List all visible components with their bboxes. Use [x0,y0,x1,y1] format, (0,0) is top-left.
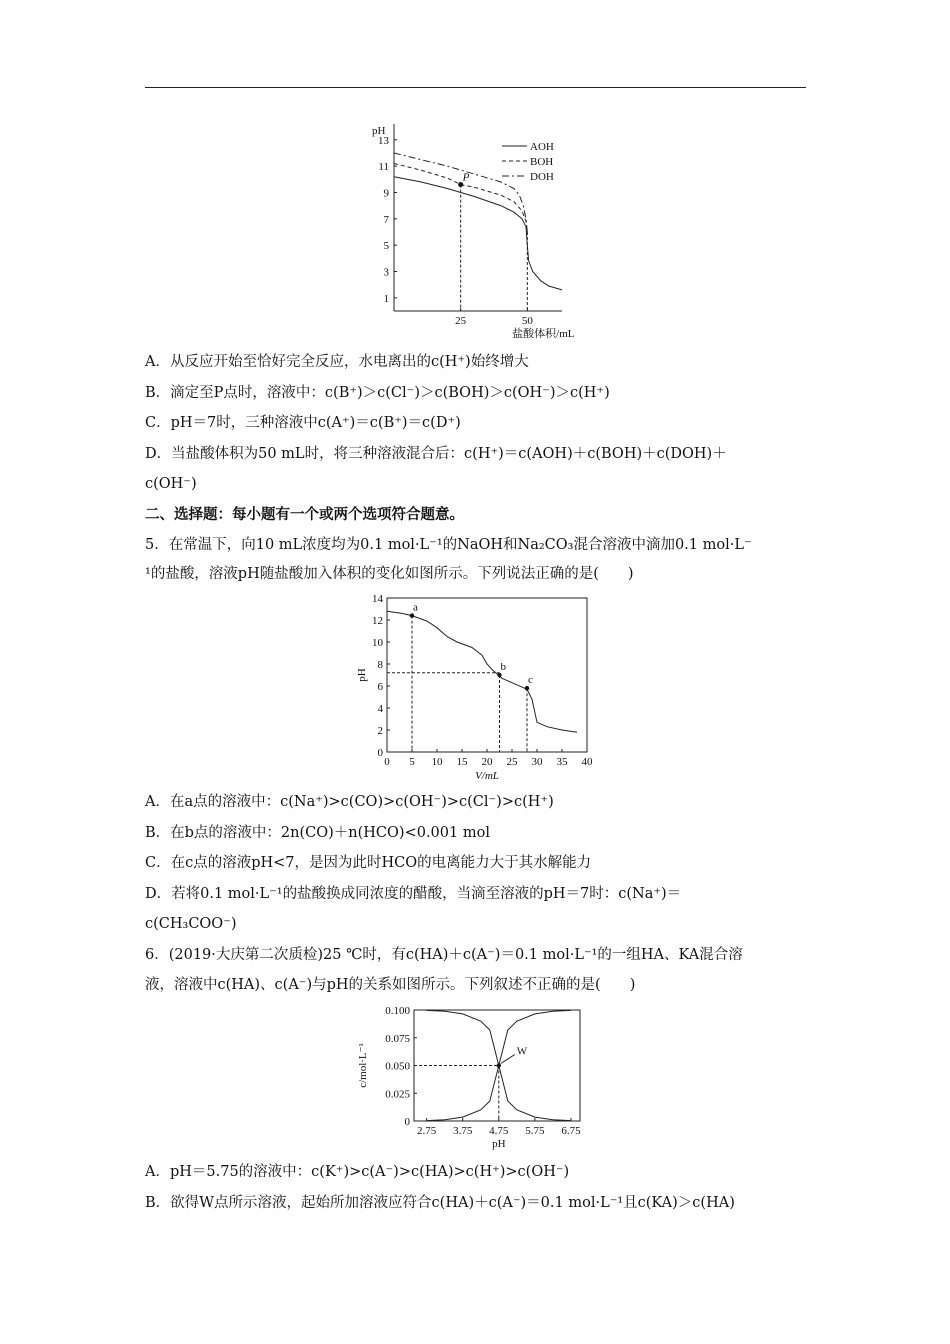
q5-stem-line1: 5．在常温下，向10 mL浓度均为0.1 mol·L⁻¹的NaOH和Na₂CO₃混合溶液中滴加0.1 mol·L⁻ [145,537,752,553]
y-tick-label: 8 [377,659,383,671]
q6-option-b: B．欲得W点所示溶液，起始所加溶液应符合c(HA)＋c(A⁻)＝0.1 mol·L⁻¹且c(KA)＞c(HA) [145,1195,735,1211]
y-tick-label: 4 [377,703,383,715]
q4-option-d-line1: D．当盐酸体积为50 mL时，将三种溶液混合后：c(H⁺)＝c(AOH)＋c(BOH)＋c(DOH)＋ [145,446,727,462]
y-tick-label: 3 [383,266,389,279]
q4-option-d-line2: c(OH⁻) [145,476,197,492]
q6-stem-line2: 液，溶液中c(HA)、c(A⁻)与pH的关系如图所示。下列叙述不正确的是( ) [145,977,636,993]
y-tick-label: 14 [372,593,383,605]
y-tick-label: 13 [378,134,389,147]
section-heading: 二、选择题：每小题有一个或两个选项符合题意。 [145,506,464,523]
x-tick-label: 5.75 [525,1125,545,1137]
y-tick-label: 0.100 [385,1005,410,1017]
x-tick-label: 4.75 [489,1125,509,1137]
x-tick-label: 15 [456,756,468,768]
legend-label-aoh: AOH [530,141,554,153]
y-tick-label: 9 [383,187,389,200]
y-tick-label: 0.075 [385,1032,410,1045]
y-tick-label: 2 [377,725,383,737]
y-tick-label: 6 [377,681,383,693]
q6-stem-line1: 6．(2019·大庆第二次质检)25 ℃时，有c(HA)＋c(A⁻)＝0.1 mol·L⁻¹的一组HA、KA混合溶 [145,947,743,963]
q4-option-c: C．pH＝7时，三种溶液中c(A⁺)＝c(B⁺)＝c(D⁺) [145,415,461,431]
point-b-label: b [500,661,506,673]
legend-label-doh: DOH [530,171,554,183]
point-p-label: P [462,171,470,184]
q5-option-d-line1: D．若将0.1 mol·L⁻¹的盐酸换成同浓度的醋酸，当滴至溶液的pH＝7时：c(Na⁺)＝ [145,886,682,902]
point-w-label: W [516,1045,528,1058]
x-tick-label: 50 [521,315,533,327]
x-tick-label: 3.75 [453,1125,473,1137]
x-tick-label: 25 [506,756,518,768]
y-tick-label: 0 [377,747,383,759]
q5-option-d-line2: c(CH₃COO⁻) [145,916,237,932]
x-tick-label: 5 [409,756,415,768]
q5-stem-line2: ¹的盐酸，溶液pH随盐酸加入体积的变化如图所示。下列说法正确的是( ) [145,566,634,582]
y-tick-label: 12 [372,615,383,627]
x-axis-label: pH [492,1138,506,1150]
x-axis-label: V/mL [475,770,499,782]
x-tick-label: 30 [531,756,543,768]
y-tick-label: 0.050 [385,1060,410,1073]
q4-option-a: A．从反应开始至恰好完全反应，水电离出的c(H⁺)始终增大 [145,354,529,370]
x-tick-label: 0 [384,756,390,768]
y-tick-label: 0 [404,1116,410,1128]
y-tick-label: 0.025 [385,1088,410,1101]
point-w [497,1063,501,1067]
y-axis-label: pH [356,668,368,682]
y-tick-label: 5 [383,240,389,253]
x-axis-label: 盐酸体积/mL [512,328,575,340]
x-tick-label: 10 [431,756,443,768]
y-tick-label: 10 [372,637,383,649]
y-tick-label: 1 [383,292,389,305]
y-tick-label: 11 [378,161,389,174]
x-tick-label: 35 [556,756,568,768]
y-tick-label: 7 [383,213,389,226]
point-c-label: c [528,674,533,687]
q4-option-b: B．滴定至P点时，溶液中：c(B⁺)＞c(Cl⁻)＞c(BOH)＞c(OH⁻)＞c(H⁺) [145,385,610,401]
x-tick-label: 25 [455,315,467,327]
q6-option-a: A．pH＝5.75的溶液中：c(K⁺)>c(A⁻)>c(HA)>c(H⁺)>c(OH⁻) [145,1164,570,1180]
point-a-label: a [413,601,418,614]
y-axis-label: c/mol·L⁻¹ [357,1043,369,1088]
point-w-leader [501,1055,515,1064]
q5-option-a: A．在a点的溶液中：c(Na⁺)>c(CO)>c(OH⁻)>c(Cl⁻)>c(H⁺) [145,794,554,810]
y-axis-label: pH [372,125,386,137]
x-tick-label: 2.75 [417,1125,437,1137]
legend-label-boh: BOH [530,156,554,168]
x-tick-label: 6.75 [561,1125,581,1137]
x-tick-label: 20 [481,756,493,768]
x-tick-label: 40 [581,756,593,768]
q5-option-c: C．在c点的溶液pH<7，是因为此时HCO的电离能力大于其水解能力 [145,855,592,871]
q5-option-b: B．在b点的溶液中：2n(CO)＋n(HCO)<0.001 mol [145,825,490,841]
